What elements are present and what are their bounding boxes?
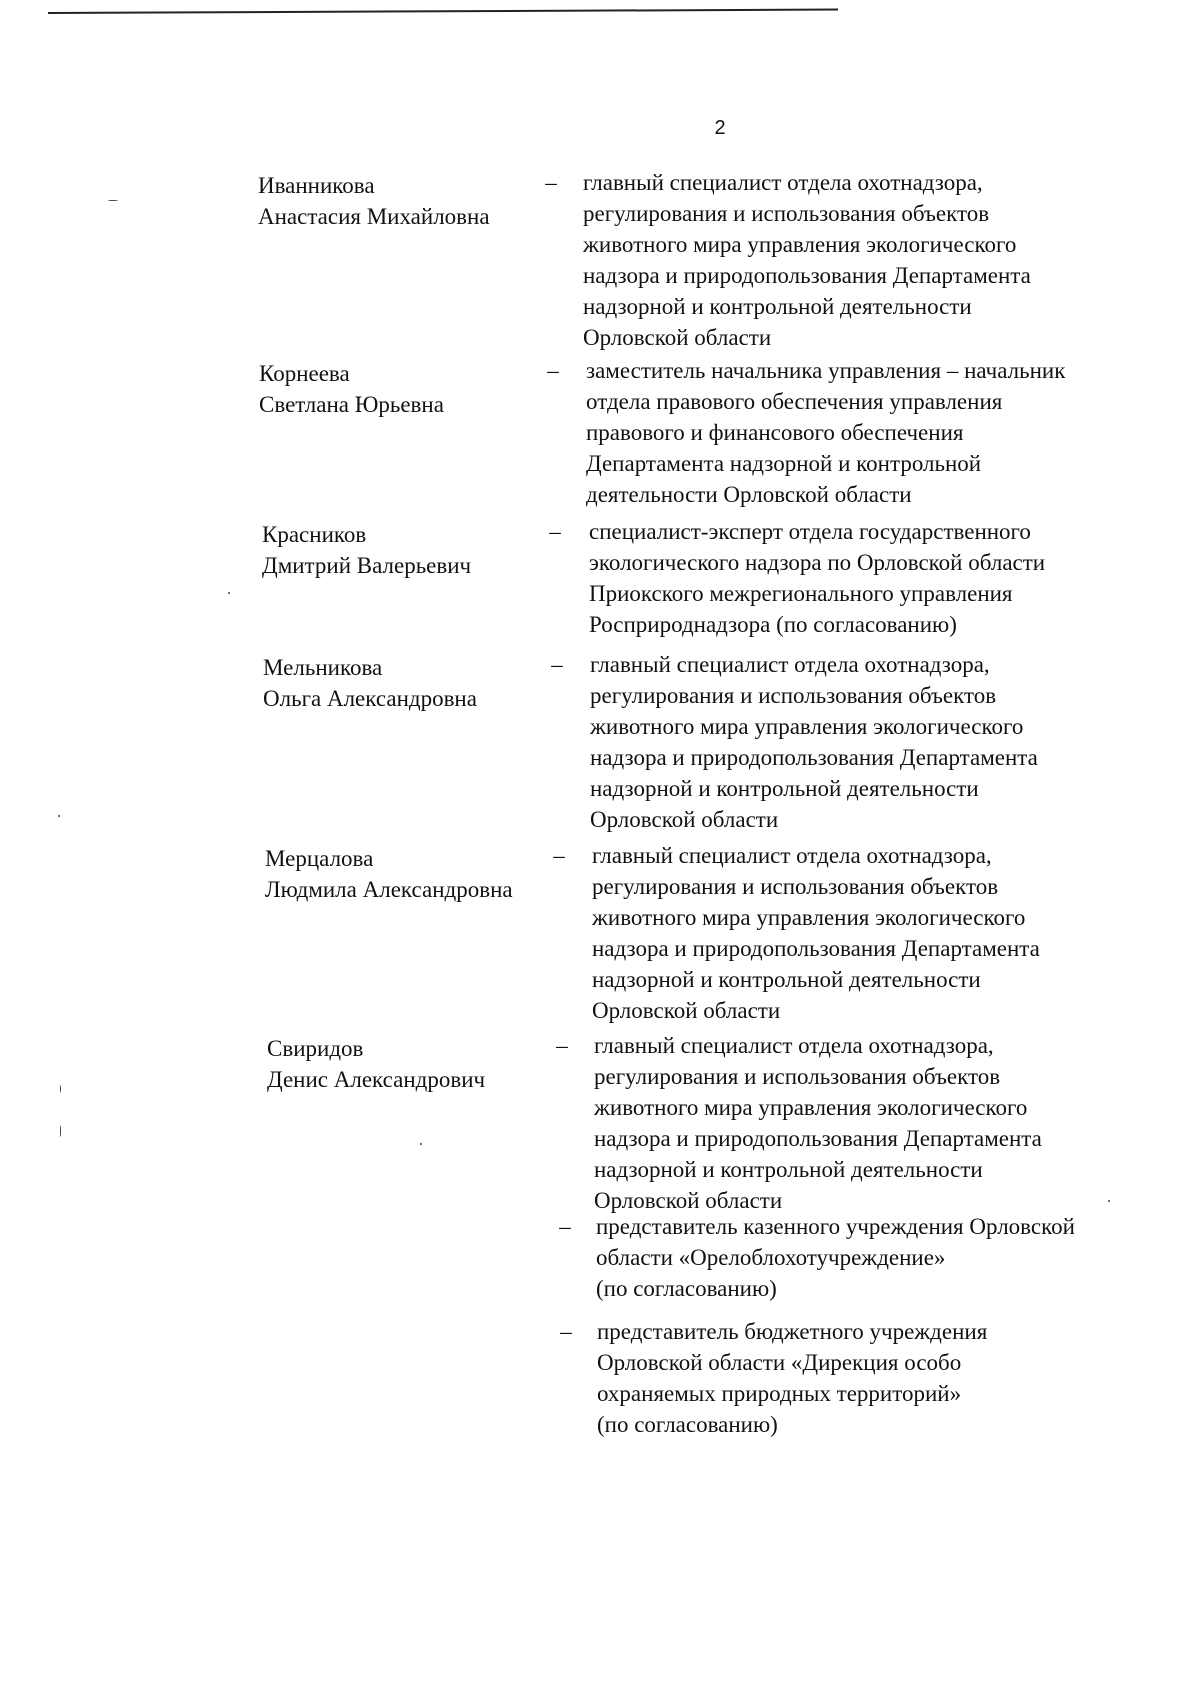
- position-line: специалист-эксперт отдела государственного: [589, 519, 1031, 544]
- member-given-names: Людмила Александровна: [265, 877, 513, 902]
- position-line: регулирования и использования объектов: [590, 683, 997, 708]
- member-surname: Красников: [262, 522, 367, 547]
- position-line: (по согласованию): [596, 1276, 777, 1301]
- position-line: регулирования и использования объектов: [594, 1064, 1001, 1089]
- member-position: [583, 167, 1173, 353]
- member-position: [590, 649, 1180, 835]
- member-position: [586, 355, 1176, 510]
- member-given-names: Дмитрий Валерьевич: [262, 553, 472, 578]
- position-line: надзорной и контрольной деятельности: [592, 967, 981, 992]
- position-line: правового и финансового обеспечения: [586, 420, 964, 445]
- dash-separator: –: [547, 358, 559, 383]
- dash-separator: –: [556, 1033, 568, 1058]
- member-given-names: Анастасия Михайловна: [258, 204, 490, 229]
- position-line: надзорной и контрольной деятельности: [594, 1157, 983, 1182]
- dash-separator: –: [560, 1319, 572, 1344]
- position-line: главный специалист отдела охотнадзора,: [590, 652, 990, 677]
- position-line: Орловской области: [590, 807, 779, 832]
- position-line: Орловской области: [583, 325, 772, 350]
- position-line: деятельности Орловской области: [586, 482, 912, 507]
- member-position: [592, 840, 1182, 1026]
- position-line: регулирования и использования объектов: [592, 874, 999, 899]
- dash-separator: –: [551, 652, 563, 677]
- member-name: [265, 843, 565, 905]
- position-line: представитель бюджетного учреждения: [597, 1319, 988, 1344]
- scan-speck: [420, 1143, 422, 1145]
- scan-speck: [1108, 1200, 1110, 1202]
- position-line: отдела правового обеспечения управления: [586, 389, 1003, 414]
- member-position: [597, 1316, 1187, 1440]
- position-line: надзора и природопользования Департамента: [592, 936, 1040, 961]
- scan-speck: [60, 1085, 61, 1093]
- position-line: Департамента надзорной и контрольной: [586, 451, 982, 476]
- member-position: [594, 1030, 1184, 1216]
- position-line: представитель казенного учреждения Орловской: [596, 1214, 1075, 1239]
- dash-separator: –: [559, 1214, 571, 1239]
- member-name: [267, 1033, 567, 1095]
- position-line: животного мира управления экологического: [592, 905, 1026, 930]
- member-surname: Иванникова: [258, 173, 375, 198]
- position-line: главный специалист отдела охотнадзора,: [583, 170, 983, 195]
- member-surname: Мерцалова: [265, 846, 374, 871]
- member-surname: Свиридов: [267, 1036, 364, 1061]
- scan-speck: [228, 592, 230, 594]
- dash-separator: –: [549, 519, 561, 544]
- page-number: 2: [714, 117, 726, 139]
- scan-speck: [58, 815, 60, 817]
- member-surname: Корнеева: [259, 361, 350, 386]
- scan-speck: [60, 1125, 61, 1137]
- member-name: [258, 170, 558, 232]
- position-line: Приокского межрегионального управления: [589, 581, 1013, 606]
- position-line: Орловской области: [592, 998, 781, 1023]
- position-line: охраняемых природных территорий»: [597, 1381, 962, 1406]
- position-line: животного мира управления экологического: [590, 714, 1024, 739]
- position-line: главный специалист отдела охотнадзора,: [592, 843, 992, 868]
- top-rule: [48, 9, 838, 14]
- member-position: [596, 1211, 1186, 1304]
- member-surname: Мельникова: [263, 655, 383, 680]
- position-line: экологического надзора по Орловской области: [589, 550, 1046, 575]
- position-line: надзорной и контрольной деятельности: [583, 294, 972, 319]
- position-line: регулирования и использования объектов: [583, 201, 990, 226]
- position-line: главный специалист отдела охотнадзора,: [594, 1033, 994, 1058]
- dash-separator: –: [545, 170, 557, 195]
- scan-speck: [108, 200, 118, 201]
- member-position: [589, 516, 1179, 640]
- member-given-names: Светлана Юрьевна: [259, 392, 444, 417]
- member-name: [262, 519, 562, 581]
- position-line: надзора и природопользования Департамента: [583, 263, 1031, 288]
- position-line: надзорной и контрольной деятельности: [590, 776, 979, 801]
- position-line: заместитель начальника управления – начальник: [586, 358, 1066, 383]
- member-given-names: Денис Александрович: [267, 1067, 486, 1092]
- position-line: Росприроднадзора (по согласованию): [589, 612, 957, 637]
- dash-separator: –: [553, 843, 565, 868]
- member-given-names: Ольга Александровна: [263, 686, 477, 711]
- member-name: [259, 358, 559, 420]
- position-line: (по согласованию): [597, 1412, 778, 1437]
- member-name: [263, 652, 563, 714]
- position-line: области «Орелоблохотучреждение»: [596, 1245, 946, 1270]
- position-line: надзора и природопользования Департамента: [590, 745, 1038, 770]
- position-line: животного мира управления экологического: [583, 232, 1017, 257]
- position-line: Орловской области: [594, 1188, 783, 1213]
- position-line: Орловской области «Дирекция особо: [597, 1350, 962, 1375]
- position-line: надзора и природопользования Департамента: [594, 1126, 1042, 1151]
- position-line: животного мира управления экологического: [594, 1095, 1028, 1120]
